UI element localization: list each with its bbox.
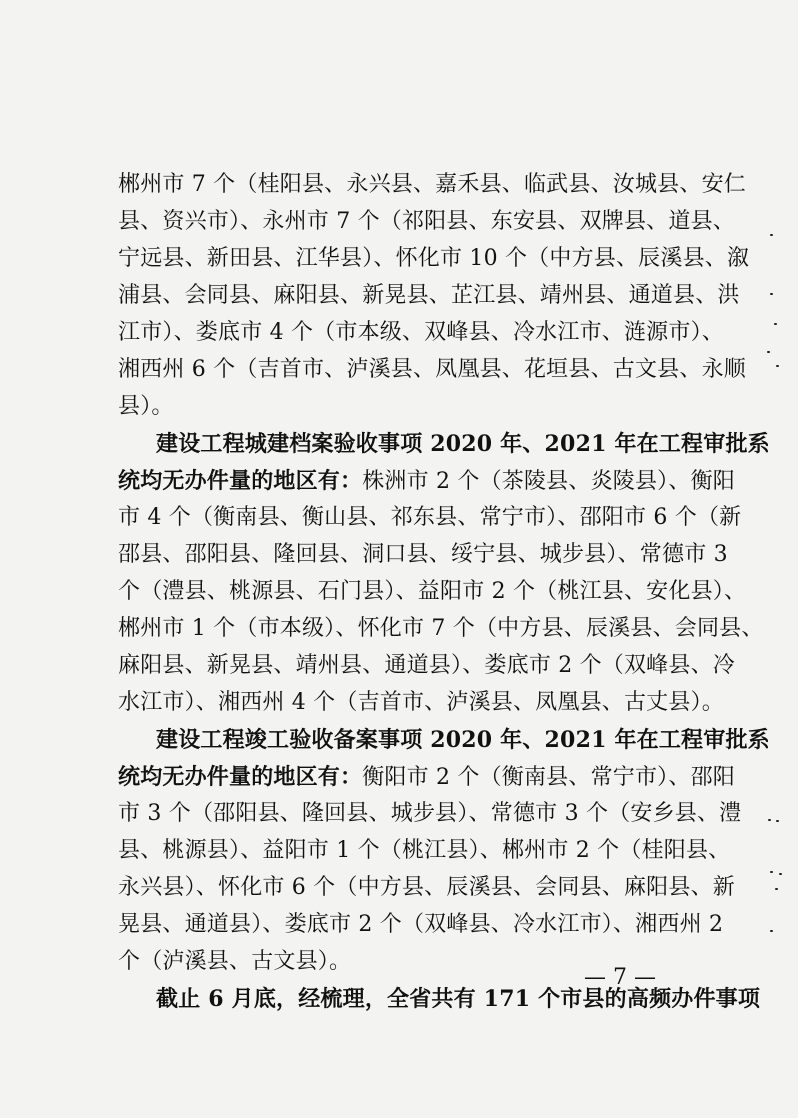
paragraph-3-heading-line-2: 统均无办件量的地区有： xyxy=(118,764,363,790)
paragraph-3-line-2 xyxy=(118,759,735,795)
scan-speck xyxy=(770,234,773,236)
scan-speck xyxy=(779,873,782,875)
paragraph-3-line-2-rest: 衡阳市 2 个（衡南县、常宁市）、邵阳 xyxy=(362,765,735,790)
scan-speck xyxy=(774,323,777,325)
scan-speck xyxy=(770,293,773,295)
paragraph-2-line-6: 郴州市 1 个（市本级）、怀化市 7 个（中方县、辰溪县、会同县、 xyxy=(118,616,764,641)
page-number: — 7 — xyxy=(584,965,656,990)
scan-speck xyxy=(770,871,773,873)
paragraph-1-line-2: 县、资兴市）、永州市 7 个（祁阳县、东安县、双牌县、道县、 xyxy=(118,209,735,234)
paragraph-1-line-6: 湘西州 6 个（吉首市、泸溪县、凤凰县、花垣县、古文县、永顺 xyxy=(118,357,746,382)
paragraph-2-heading-line-1: 建设工程城建档案验收事项 2020 年、2021 年在工程审批系 xyxy=(156,431,770,457)
scan-speck xyxy=(775,888,778,890)
paragraph-1-line-5: 江市）、娄底市 4 个（市本级、双峰县、冷水江市、涟源市）、 xyxy=(118,320,724,345)
paragraph-2-line-3: 市 4 个（衡南县、衡山县、祁东县、常宁市）、邵阳市 6 个（新 xyxy=(118,505,742,530)
paragraph-1-line-7: 县）。 xyxy=(118,394,174,419)
paragraph-3-line-5: 永兴县）、怀化市 6 个（中方县、辰溪县、会同县、麻阳县、新 xyxy=(118,875,735,900)
paragraph-1-line-1: 郴州市 7 个（桂阳县、永兴县、嘉禾县、临武县、汝城县、安仁 xyxy=(118,172,746,197)
paragraph-4-heading-line-1: 截止 6 月底，经梳理，全省共有 171 个市县的高频办件事项 xyxy=(156,986,761,1012)
paragraph-3-line-4: 县、桃源县）、益阳市 1 个（桃江县）、郴州市 2 个（桂阳县、 xyxy=(118,838,731,863)
scan-speck xyxy=(776,820,779,822)
paragraph-2-line-8: 水江市）、湘西州 4 个（吉首市、泸溪县、凤凰县、古丈县）。 xyxy=(118,690,724,715)
paragraph-1-line-3: 宁远县、新田县、江华县）、怀化市 10 个（中方县、辰溪县、溆 xyxy=(118,246,750,271)
paragraph-3-heading-line-1: 建设工程竣工验收备案事项 2020 年、2021 年在工程审批系 xyxy=(156,727,770,753)
paragraph-2-line-7: 麻阳县、新晃县、靖州县、通道县）、娄底市 2 个（双峰县、冷 xyxy=(118,653,735,678)
scan-speck xyxy=(767,351,770,353)
scan-speck xyxy=(768,819,771,821)
paragraph-1-line-4: 浦县、会同县、麻阳县、新晃县、芷江县、靖州县、通道县、洪 xyxy=(118,283,740,308)
paragraph-3-line-7: 个（泸溪县、古文县）。 xyxy=(118,949,352,974)
paragraph-2-line-2 xyxy=(118,463,735,499)
paragraph-2-line-5: 个（澧县、桃源县、石门县）、益阳市 2 个（桃江县、安化县）、 xyxy=(118,579,747,604)
paragraph-2-heading-line-2: 统均无办件量的地区有： xyxy=(118,468,363,494)
scan-speck xyxy=(770,930,773,932)
paragraph-2-line-2-rest: 株洲市 2 个（茶陵县、炎陵县）、衡阳 xyxy=(362,469,735,494)
paragraph-3-line-3: 市 3 个（邵阳县、隆回县、城步县）、常德市 3 个（安乡县、澧 xyxy=(118,801,742,826)
paragraph-3-line-6: 晃县、通道县）、娄底市 2 个（双峰县、冷水江市）、湘西州 2 xyxy=(118,912,724,937)
paragraph-2-line-4: 邵县、邵阳县、隆回县、洞口县、绥宁县、城步县）、常德市 3 xyxy=(118,542,728,567)
scan-speck xyxy=(776,365,779,367)
